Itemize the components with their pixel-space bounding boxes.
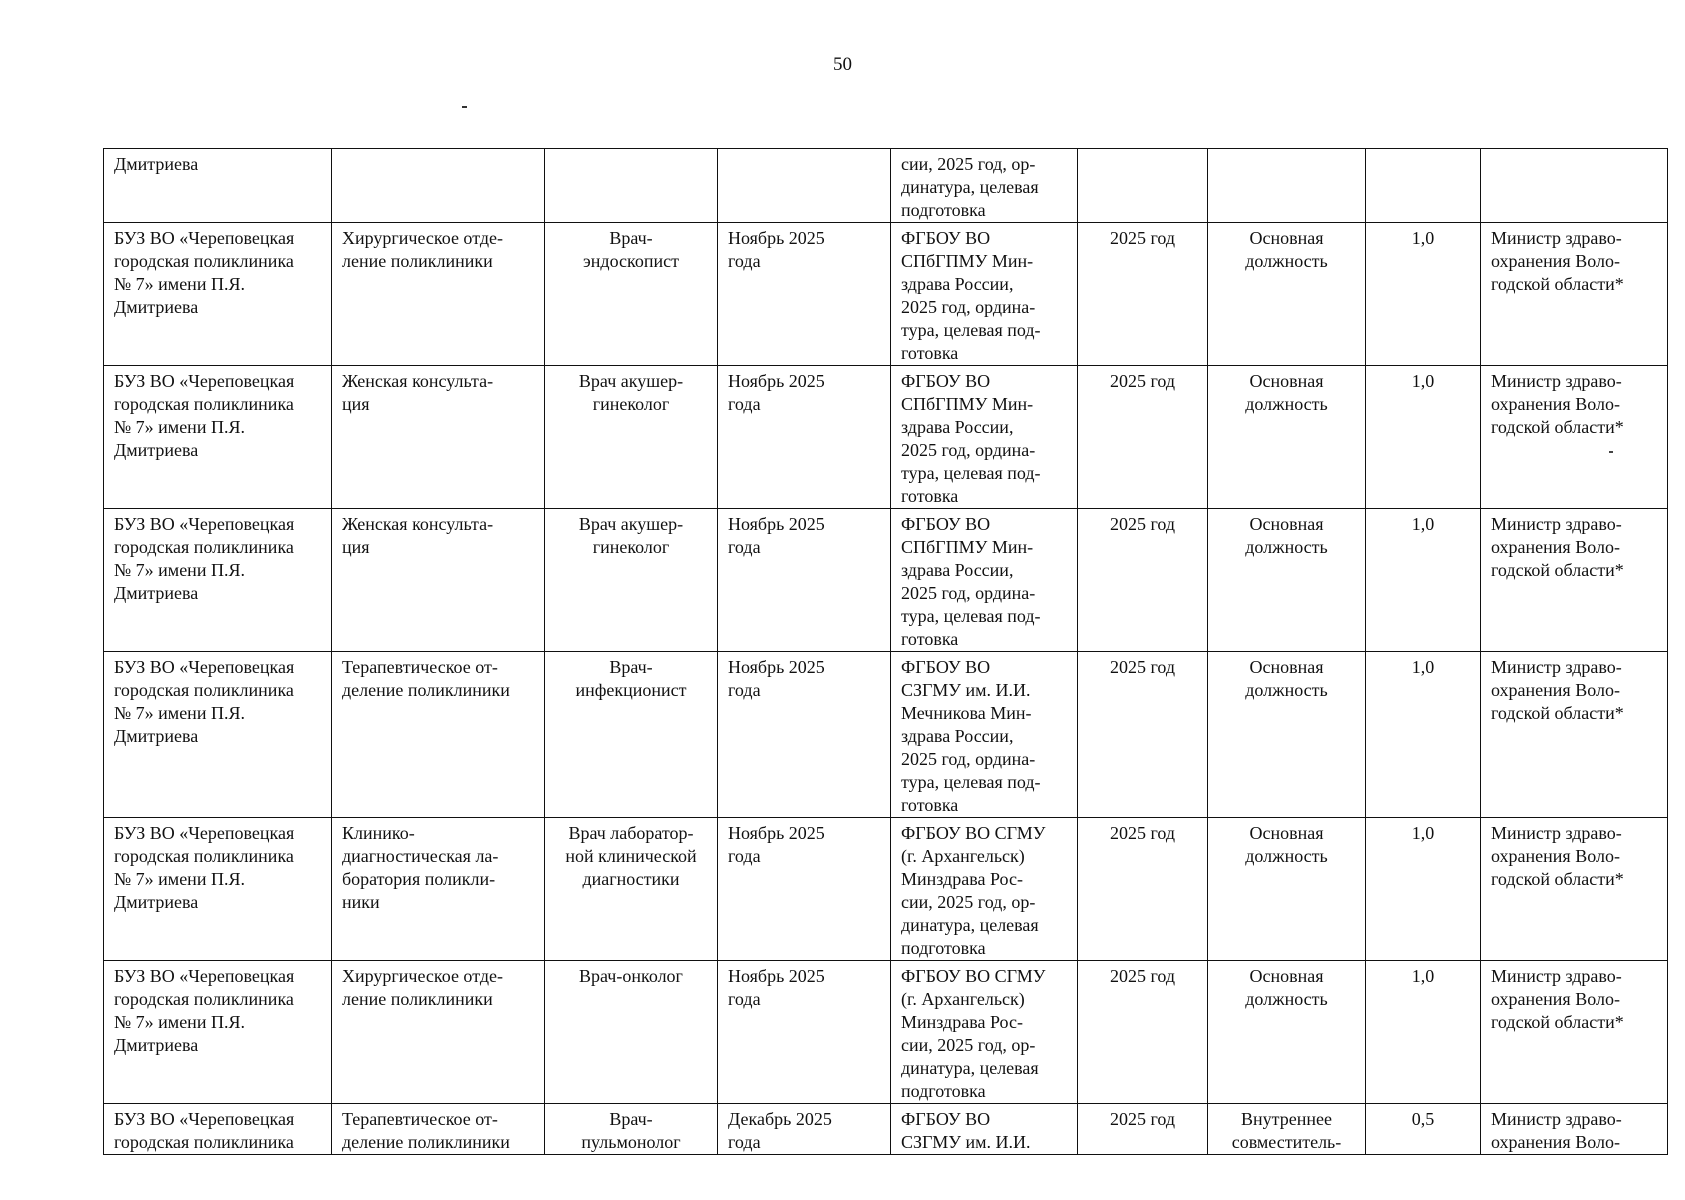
table-row xyxy=(104,509,1668,652)
cell-department: Клинико- диагностическая ла- боратория поликли- ники xyxy=(332,818,545,961)
cell-position-type: Основная должность xyxy=(1208,223,1366,366)
cell-year xyxy=(1078,149,1208,223)
cell-department: Женская консульта- ция xyxy=(332,509,545,652)
cell-rate: 1,0 xyxy=(1366,818,1481,961)
cell-approver: Министр здраво- охранения Воло- годской области* xyxy=(1481,652,1668,818)
cell-department: Женская консульта- ция xyxy=(332,366,545,509)
cell-organization: БУЗ ВО «Череповецкая городская поликлиника xyxy=(104,1104,332,1155)
table-row xyxy=(104,366,1668,509)
cell-department: Терапевтическое от- деление поликлиники xyxy=(332,652,545,818)
cell-year: 2025 год xyxy=(1078,818,1208,961)
cell-position-type: Основная должность xyxy=(1208,366,1366,509)
cell-year: 2025 год xyxy=(1078,1104,1208,1155)
cell-year: 2025 год xyxy=(1078,652,1208,818)
cell-position-type: Основная должность xyxy=(1208,961,1366,1104)
cell-approver: Министр здраво- охранения Воло- годской области* xyxy=(1481,366,1668,509)
cell-approver: Министр здраво- охранения Воло- годской области* xyxy=(1481,961,1668,1104)
cell-date: Ноябрь 2025 года xyxy=(718,652,891,818)
cell-department: Хирургическое отде- ление поликлиники xyxy=(332,223,545,366)
cell-date: Ноябрь 2025 года xyxy=(718,961,891,1104)
table-row xyxy=(104,1104,1668,1155)
table-row xyxy=(104,149,1668,223)
cell-education: ФГБОУ ВО СПбГПМУ Мин- здрава России, 2025 год, ордина- тура, целевая под- готовка xyxy=(891,366,1078,509)
cell-position: Врач- пульмонолог xyxy=(545,1104,718,1155)
table-row xyxy=(104,961,1668,1104)
cell-education: ФГБОУ ВО СЗГМУ им. И.И. Мечникова Мин- здрава России, 2025 год, ордина- тура, целевая под- готовка xyxy=(891,652,1078,818)
cell-position: Врач-онколог xyxy=(545,961,718,1104)
cell-position: Врач акушер- гинеколог xyxy=(545,366,718,509)
cell-position-type: Основная должность xyxy=(1208,509,1366,652)
cell-position-type: Внутреннее совместитель- xyxy=(1208,1104,1366,1155)
cell-department xyxy=(332,149,545,223)
cell-education: сии, 2025 год, ор- динатура, целевая подготовка xyxy=(891,149,1078,223)
cell-education: ФГБОУ ВО СГМУ (г. Архангельск) Минздрава Рос- сии, 2025 год, ор- динатура, целевая подготовка xyxy=(891,961,1078,1104)
cell-position: Врач- инфекционист xyxy=(545,652,718,818)
cell-date: Ноябрь 2025 года xyxy=(718,818,891,961)
cell-department: Хирургическое отде- ление поликлиники xyxy=(332,961,545,1104)
table-row xyxy=(104,818,1668,961)
table-row xyxy=(104,223,1668,366)
cell-approver xyxy=(1481,149,1668,223)
cell-year: 2025 год xyxy=(1078,366,1208,509)
cell-organization: БУЗ ВО «Череповецкая городская поликлиника № 7» имени П.Я. Дмитриева xyxy=(104,509,332,652)
cell-rate: 1,0 xyxy=(1366,223,1481,366)
cell-approver: Министр здраво- охранения Воло- годской области* xyxy=(1481,818,1668,961)
cell-rate: 1,0 xyxy=(1366,509,1481,652)
cell-position-type: Основная должность xyxy=(1208,652,1366,818)
cell-position: Врач- эндоскопист xyxy=(545,223,718,366)
cell-organization: Дмитриева xyxy=(104,149,332,223)
cell-position xyxy=(545,149,718,223)
cell-date: Ноябрь 2025 года xyxy=(718,223,891,366)
cell-date: Ноябрь 2025 года xyxy=(718,366,891,509)
scan-speck xyxy=(462,106,467,108)
cell-position-type xyxy=(1208,149,1366,223)
cell-organization: БУЗ ВО «Череповецкая городская поликлиника № 7» имени П.Я. Дмитриева xyxy=(104,366,332,509)
cell-education: ФГБОУ ВО СЗГМУ им. И.И. xyxy=(891,1104,1078,1155)
cell-organization: БУЗ ВО «Череповецкая городская поликлиника № 7» имени П.Я. Дмитриева xyxy=(104,652,332,818)
cell-department: Терапевтическое от- деление поликлиники xyxy=(332,1104,545,1155)
vacancy-table xyxy=(103,148,1668,1155)
cell-date: Декабрь 2025 года xyxy=(718,1104,891,1155)
cell-organization: БУЗ ВО «Череповецкая городская поликлиника № 7» имени П.Я. Дмитриева xyxy=(104,818,332,961)
cell-rate: 1,0 xyxy=(1366,961,1481,1104)
cell-education: ФГБОУ ВО СГМУ (г. Архангельск) Минздрава Рос- сии, 2025 год, ор- динатура, целевая подготовка xyxy=(891,818,1078,961)
cell-education: ФГБОУ ВО СПбГПМУ Мин- здрава России, 2025 год, ордина- тура, целевая под- готовка xyxy=(891,509,1078,652)
cell-rate xyxy=(1366,149,1481,223)
cell-rate: 1,0 xyxy=(1366,366,1481,509)
cell-year: 2025 год xyxy=(1078,509,1208,652)
cell-approver: Министр здраво- охранения Воло- годской области* xyxy=(1481,223,1668,366)
cell-position-type: Основная должность xyxy=(1208,818,1366,961)
cell-approver: Министр здраво- охранения Воло- xyxy=(1481,1104,1668,1155)
cell-education: ФГБОУ ВО СПбГПМУ Мин- здрава России, 2025 год, ордина- тура, целевая под- готовка xyxy=(891,223,1078,366)
cell-organization: БУЗ ВО «Череповецкая городская поликлиника № 7» имени П.Я. Дмитриева xyxy=(104,223,332,366)
cell-organization: БУЗ ВО «Череповецкая городская поликлиника № 7» имени П.Я. Дмитриева xyxy=(104,961,332,1104)
cell-approver: Министр здраво- охранения Воло- годской области* xyxy=(1481,509,1668,652)
cell-date xyxy=(718,149,891,223)
cell-rate: 1,0 xyxy=(1366,652,1481,818)
table-row xyxy=(104,652,1668,818)
cell-position: Врач лаборатор- ной клинической диагностики xyxy=(545,818,718,961)
cell-position: Врач акушер- гинеколог xyxy=(545,509,718,652)
cell-year: 2025 год xyxy=(1078,223,1208,366)
cell-date: Ноябрь 2025 года xyxy=(718,509,891,652)
cell-rate: 0,5 xyxy=(1366,1104,1481,1155)
page-number: 50 xyxy=(833,54,852,75)
cell-year: 2025 год xyxy=(1078,961,1208,1104)
